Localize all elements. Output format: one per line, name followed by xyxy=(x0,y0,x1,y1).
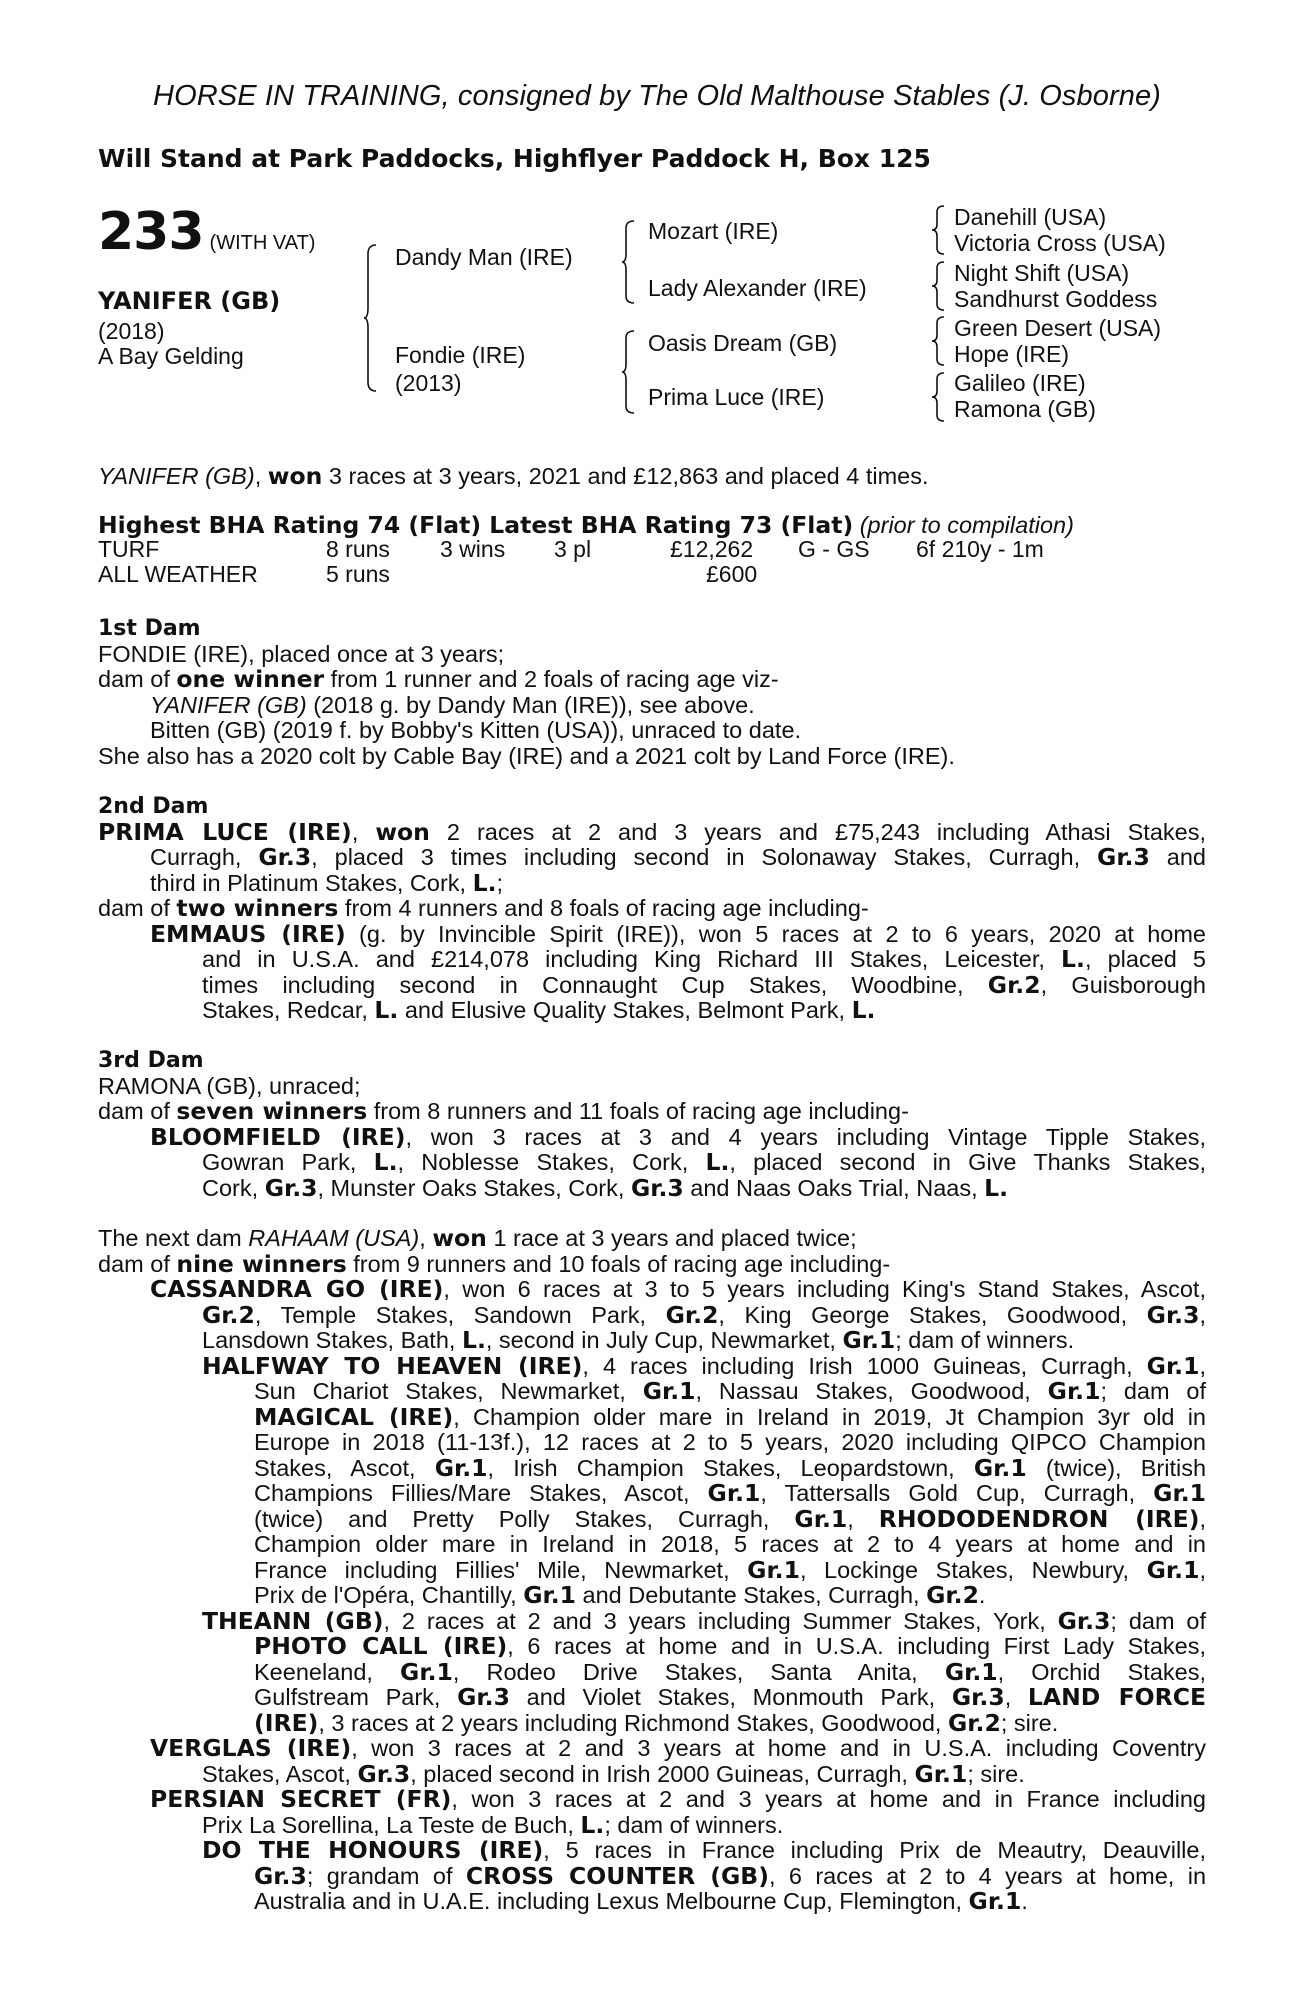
pedigree-g3: Night Shift (USA) xyxy=(954,260,1130,286)
horse-description: A Bay Gelding xyxy=(98,343,244,369)
text-run: and xyxy=(1149,844,1206,870)
pedigree-brace-g4 xyxy=(932,372,946,422)
pedigree-dam: Fondie (IRE) xyxy=(395,342,526,368)
bold-text: L. xyxy=(984,1173,1009,1202)
next-dam-produce xyxy=(98,1889,1206,1915)
text-run: , Nassau Stakes, Goodwood, xyxy=(695,1378,1048,1404)
text-run: ; xyxy=(496,869,504,896)
bold-text: Gr.1 xyxy=(794,1504,848,1533)
pedigree-g2: Victoria Cross (USA) xyxy=(954,230,1166,256)
text-run: , Temple Stakes, Sandown Park, xyxy=(254,1301,666,1328)
second-dam-line xyxy=(98,845,1206,871)
third-dam-produce xyxy=(98,1122,1206,1151)
text-run: Prix de l'Opéra, Chantilly, xyxy=(254,1582,524,1608)
text-run: , Tattersalls Gold Cup, Curragh, xyxy=(760,1480,1154,1506)
text-run: , xyxy=(1199,1352,1206,1379)
pedigree-brace-g2 xyxy=(932,261,946,311)
summary-won: won xyxy=(267,462,323,490)
next-dam-produce xyxy=(98,1402,1206,1431)
next-dam-produce xyxy=(98,1657,1206,1686)
text-run: , won 3 races at 2 and 3 years at home and in France including xyxy=(451,1786,1206,1812)
summary-text: 3 races at 3 years, 2021 and £12,863 and placed 4 times. xyxy=(322,463,929,489)
text-run: , placed 5 xyxy=(1084,946,1206,972)
text-run: Australia and in U.A.E. including Lexus Melbourne Cup, Flemington, xyxy=(254,1888,969,1914)
text-run: , xyxy=(1199,1301,1206,1328)
turf-wins: 3 wins xyxy=(440,536,506,562)
bold-text: L. xyxy=(580,1810,605,1839)
turf-distance: 6f 210y - 1m xyxy=(916,536,1044,562)
bold-text: Gr.1 xyxy=(1047,1377,1101,1405)
bold-text: Gr.1 xyxy=(944,1657,998,1686)
text-run: , won 3 races at 3 and 4 years including Vintage Tipple Stakes, xyxy=(405,1123,1206,1150)
text-run: (twice), British xyxy=(1026,1454,1207,1481)
next-dam-section xyxy=(98,1226,1206,1915)
pedigree-dam-year: (2013) xyxy=(395,370,462,396)
horse-year: (2018) xyxy=(98,318,165,344)
turf-going: G - GS xyxy=(798,536,870,562)
next-dam-produce xyxy=(98,1481,1206,1507)
italic-text: YANIFER (GB) xyxy=(150,691,307,718)
text-run: Stakes, Redcar, xyxy=(202,997,375,1023)
pedigree-dam-sire: Oasis Dream (GB) xyxy=(648,330,838,356)
text-run: Gulfstream Park, xyxy=(254,1684,458,1710)
text-run: Stakes, Ascot, xyxy=(254,1454,435,1481)
bold-text: Gr.1 xyxy=(914,1759,968,1788)
lot-header xyxy=(98,202,315,262)
pedigree-brace-sire xyxy=(622,220,636,304)
next-dam-produce xyxy=(98,1708,1206,1737)
bold-text: Gr.1 xyxy=(523,1581,576,1609)
text-run: , xyxy=(419,1225,433,1251)
text-run: , Orchid Stakes, xyxy=(997,1658,1206,1685)
next-dam-produce xyxy=(98,1759,1206,1788)
text-run: (2018 g. by Dandy Man (IRE)), see above. xyxy=(306,691,755,718)
text-run: Prix La Sorellina, La Teste de Buch, xyxy=(202,1811,581,1838)
text-run: and Elusive Quality Stakes, Belmont Park, xyxy=(398,997,852,1023)
bold-text: DO THE HONOURS (IRE) xyxy=(202,1836,544,1864)
text-run: , 4 races including Irish 1000 Guineas, Curragh, xyxy=(582,1352,1147,1379)
text-run: third in Platinum Stakes, Cork, xyxy=(150,869,473,896)
text-run: from 1 runner and 2 foals of racing age viz- xyxy=(324,666,779,692)
text-run: , King George Stakes, Goodwood, xyxy=(718,1301,1147,1328)
text-run: (twice) and Pretty Polly Stakes, Curragh, xyxy=(254,1505,795,1532)
second-dam-produce xyxy=(98,947,1206,973)
turf-label: TURF xyxy=(98,536,160,562)
bold-text: L. xyxy=(472,868,497,897)
text-run: and Naas Oaks Trial, Naas, xyxy=(683,1174,985,1201)
third-dam-heading: 3rd Dam xyxy=(98,1048,204,1073)
bold-text: LAND FORCE xyxy=(1027,1683,1207,1711)
text-run: from 9 runners and 10 foals of racing age including- xyxy=(346,1250,891,1277)
bold-text: EMMAUS (IRE) xyxy=(150,919,346,948)
text-run: , second in July Cup, Newmarket, xyxy=(485,1327,843,1353)
aw-runs: 5 runs xyxy=(326,561,390,587)
third-dam-produce xyxy=(98,1150,1206,1176)
pedigree-brace-dam xyxy=(622,330,636,414)
text-run: Stakes, Ascot, xyxy=(202,1760,358,1787)
text-run: . xyxy=(978,1582,986,1608)
next-dam-produce xyxy=(98,1606,1207,1635)
next-dam-produce xyxy=(98,1685,1206,1711)
next-dam-produce xyxy=(98,1555,1206,1584)
text-run: Europe in 2018 (11-13f.), 12 races at 2 to 5 years, 2020 including QIPCO Champion xyxy=(254,1429,1206,1455)
bold-text: Gr.2 xyxy=(202,1300,255,1329)
next-dam-produce xyxy=(98,1736,1206,1762)
text-run: Sun Chariot Stakes, Newmarket, xyxy=(254,1378,643,1404)
text-run: , Noblesse Stakes, Cork, xyxy=(397,1149,706,1175)
next-dam-line xyxy=(98,1249,1206,1278)
next-dam-produce xyxy=(98,1351,1206,1380)
text-run: , 2 races at 2 and 3 years including Summer Stakes, York, xyxy=(383,1607,1058,1634)
second-dam-line xyxy=(98,896,1206,922)
turf-runs: 8 runs xyxy=(326,536,390,562)
bold-text: Gr.1 xyxy=(642,1377,696,1405)
next-dam-produce xyxy=(98,1277,1206,1303)
bold-text: Gr.1 xyxy=(968,1887,1022,1915)
text-run: (g. by Invincible Spirit (IRE)), won 5 races at 2 to 6 years, 2020 at home xyxy=(345,920,1206,947)
pedigree-g6: Hope (IRE) xyxy=(954,341,1070,367)
bold-text: L. xyxy=(1061,945,1085,973)
third-dam-line xyxy=(98,1099,1206,1125)
text-run: dam of xyxy=(98,1098,177,1124)
text-run: Lansdown Stakes, Bath, xyxy=(202,1327,462,1353)
bold-text: L. xyxy=(851,996,876,1024)
text-run: ; sire. xyxy=(1000,1709,1059,1736)
next-dam-produce xyxy=(98,1328,1206,1354)
summary-horse: YANIFER (GB) xyxy=(98,463,255,489)
bold-text: Gr.1 xyxy=(1146,1351,1200,1380)
bold-text: THEANN (GB) xyxy=(202,1606,384,1635)
bold-text: Gr.3 xyxy=(264,1173,318,1202)
text-run: , won 3 races at 2 and 3 years at home and in U.S.A. including Coventry xyxy=(351,1735,1207,1761)
bold-text: L. xyxy=(705,1148,730,1176)
bold-text: Gr.2 xyxy=(665,1300,719,1329)
rating-heading xyxy=(98,513,1206,539)
bold-text: L. xyxy=(461,1326,486,1354)
bold-text: Gr.3 xyxy=(1146,1300,1200,1329)
text-run: , Guisborough xyxy=(1040,971,1206,998)
text-run: France including Fillies' Mile, Newmarket, xyxy=(254,1556,748,1583)
text-run: , Rodeo Drive Stakes, Santa Anita, xyxy=(452,1658,945,1685)
bold-text: Gr.3 xyxy=(258,843,312,871)
text-run: , placed 3 times including second in Solonaway Stakes, Curragh, xyxy=(311,844,1098,870)
text-run: and in U.S.A. and £214,078 including King Richard III Stakes, Leicester, xyxy=(202,946,1062,972)
bold-text: Gr.3 xyxy=(630,1173,684,1202)
text-run: , Lockinge Stakes, Newbury, xyxy=(799,1556,1147,1583)
bold-text: Gr.1 xyxy=(1153,1479,1206,1507)
bold-text: one winner xyxy=(176,665,325,693)
text-run: ; sire. xyxy=(967,1760,1025,1787)
text-run: , Irish Champion Stakes, Leopardstown, xyxy=(487,1454,974,1481)
text-run: , xyxy=(847,1505,879,1532)
next-dam-produce xyxy=(98,1300,1206,1329)
pedigree-sire-dam: Lady Alexander (IRE) xyxy=(648,275,867,301)
aw-earnings: £600 xyxy=(706,561,758,587)
turf-placed: 3 pl xyxy=(554,536,592,562)
first-dam-heading: 1st Dam xyxy=(98,616,201,641)
bold-text: Gr.3 xyxy=(951,1683,1005,1711)
bold-text: Gr.1 xyxy=(842,1326,896,1354)
text-run: , won 6 races at 3 to 5 years including King's Stand Stakes, Ascot, xyxy=(443,1276,1206,1302)
second-dam-produce xyxy=(98,970,1206,999)
text-run: , placed second in Irish 2000 Guineas, Curragh, xyxy=(410,1760,915,1787)
bold-text: Gr.1 xyxy=(707,1479,761,1507)
text-run: dam of xyxy=(98,666,177,692)
text-run: ; dam of winners. xyxy=(604,1811,784,1838)
text-run: Curragh, xyxy=(150,844,259,870)
horse-name: YANIFER (GB) xyxy=(98,287,281,315)
text-run: ; dam of winners. xyxy=(895,1327,1075,1353)
pedigree-brace-main xyxy=(364,244,378,392)
bold-text: two winners xyxy=(176,894,339,922)
text-run: , 5 races in France including Prix de Meautry, Deauville, xyxy=(543,1837,1207,1863)
text-run: Cork, xyxy=(202,1174,265,1201)
text-run: , xyxy=(351,818,376,845)
text-run: . xyxy=(1021,1888,1028,1914)
bold-text: PERSIAN SECRET (FR) xyxy=(150,1785,452,1813)
pedigree-g1: Danehill (USA) xyxy=(954,204,1107,230)
italic-text: RAHAAM (USA) xyxy=(248,1225,420,1251)
first-dam-produce-item: Bitten (GB) (2019 f. by Bobby's Kitten (USA)), unraced to date. xyxy=(150,717,802,743)
bold-text: HALFWAY TO HEAVEN (IRE) xyxy=(202,1351,583,1380)
bold-text: Gr.3 xyxy=(357,1759,411,1788)
text-run: Gowran Park, xyxy=(202,1149,374,1175)
bold-text: Gr.3 xyxy=(1057,1606,1111,1635)
pedigree-brace-g3 xyxy=(932,316,946,366)
text-run: dam of xyxy=(98,1250,177,1277)
text-run: from 8 runners and 11 foals of racing age including- xyxy=(367,1098,909,1124)
second-dam-produce xyxy=(98,998,1206,1024)
text-run: times including second in Connaught Cup Stakes, Woodbine, xyxy=(202,971,988,998)
stand-location: Will Stand at Park Paddocks, Highflyer Paddock H, Box 125 xyxy=(98,144,931,173)
rating-note: (prior to compilation) xyxy=(859,512,1074,538)
bold-text: L. xyxy=(374,996,399,1024)
next-dam-produce xyxy=(98,1810,1206,1839)
bold-text: Gr.3 xyxy=(1097,843,1150,871)
third-dam-produce xyxy=(98,1173,1206,1202)
next-dam-produce xyxy=(98,1787,1206,1813)
next-dam-produce xyxy=(98,1504,1206,1533)
bold-text: Gr.2 xyxy=(926,1581,979,1609)
text-run: and Debutante Stakes, Curragh, xyxy=(576,1582,927,1608)
vat-label: (WITH VAT) xyxy=(209,232,316,254)
next-dam-produce xyxy=(98,1532,1206,1558)
bold-text: Gr.2 xyxy=(948,1708,1001,1737)
first-dam-produce-item xyxy=(98,693,1206,719)
text-run: , xyxy=(1199,1505,1206,1532)
rating-title: Highest BHA Rating 74 (Flat) Latest BHA Rating 73 (Flat) xyxy=(98,511,854,539)
pedigree-g7: Galileo (IRE) xyxy=(954,370,1086,396)
next-dam-produce xyxy=(98,1583,1206,1609)
third-dam-line: RAMONA (GB), unraced; xyxy=(98,1072,361,1099)
pedigree-sire: Dandy Man (IRE) xyxy=(395,244,573,270)
bold-text: seven winners xyxy=(176,1097,368,1125)
text-run: from 4 runners and 8 foals of racing age including- xyxy=(338,895,869,921)
bold-text: Gr.3 xyxy=(254,1861,307,1890)
bold-text: L. xyxy=(373,1148,398,1176)
text-run: Keeneland, xyxy=(254,1658,401,1685)
bold-text: CROSS COUNTER (GB) xyxy=(465,1861,769,1890)
turf-earnings: £12,262 xyxy=(670,536,754,562)
text-run: ; dam of xyxy=(1100,1378,1206,1404)
bold-text: RHODODENDRON (IRE) xyxy=(878,1504,1200,1533)
text-run: , placed second in Give Thanks Stakes, xyxy=(729,1149,1206,1175)
next-dam-produce xyxy=(98,1453,1207,1482)
bold-text: Gr.1 xyxy=(973,1453,1027,1482)
text-run: dam of xyxy=(98,895,177,921)
bold-text: Gr.3 xyxy=(457,1683,510,1711)
next-dam-produce xyxy=(98,1379,1206,1405)
bold-text: VERGLAS (IRE) xyxy=(150,1734,352,1762)
text-run: , 6 races at 2 to 4 years at home, in xyxy=(768,1862,1207,1889)
second-dam-produce xyxy=(98,919,1206,948)
next-dam-produce xyxy=(98,1430,1206,1456)
text-run: Champions Fillies/Mare Stakes, Ascot, xyxy=(254,1480,708,1506)
text-run: , xyxy=(1199,1556,1206,1583)
text-run: , Champion older mare in Ireland in 2019, Jt Champion 3yr old in xyxy=(453,1403,1206,1430)
text-run: Champion older mare in Ireland in 2018, 5 races at 2 to 4 years at home and in xyxy=(254,1531,1206,1557)
pedigree-brace-g1 xyxy=(932,205,946,255)
pedigree-sire-sire: Mozart (IRE) xyxy=(648,218,779,244)
text-run: , 6 races at home and in U.S.A. including First Lady Stakes, xyxy=(507,1633,1206,1659)
page-title: HORSE IN TRAINING, consigned by The Old Malthouse Stables (J. Osborne) xyxy=(153,80,1161,112)
bold-text: PRIMA LUCE (IRE) xyxy=(98,817,352,846)
second-dam-section xyxy=(98,794,1206,1024)
bold-text: Gr.2 xyxy=(987,970,1041,999)
bold-text: Gr.1 xyxy=(434,1453,488,1482)
pedigree-dam-dam: Prima Luce (IRE) xyxy=(648,384,825,410)
pedigree-g5: Green Desert (USA) xyxy=(954,315,1162,341)
first-dam-line: She also has a 2020 colt by Cable Bay (IRE) and a 2021 colt by Land Force (IRE). xyxy=(98,742,955,769)
text-run: , 3 races at 2 years including Richmond Stakes, Goodwood, xyxy=(318,1709,948,1736)
second-dam-line xyxy=(98,817,1206,846)
bold-text: won xyxy=(432,1224,487,1252)
text-run: 2 races at 2 and 3 years and £75,243 including Athasi Stakes, xyxy=(429,818,1206,845)
next-dam-produce xyxy=(98,1634,1206,1660)
text-run: ; grandam of xyxy=(306,1862,466,1889)
bold-text: won xyxy=(375,817,430,846)
bold-text: CASSANDRA GO (IRE) xyxy=(150,1275,444,1303)
text-run: The next dam xyxy=(98,1225,249,1251)
bold-text: BLOOMFIELD (IRE) xyxy=(150,1122,406,1151)
pedigree-g4: Sandhurst Goddess xyxy=(954,286,1158,312)
bold-text: nine winners xyxy=(176,1249,347,1278)
next-dam-line xyxy=(98,1226,1206,1252)
next-dam-produce xyxy=(98,1838,1206,1864)
pedigree-g8: Ramona (GB) xyxy=(954,396,1096,422)
text-run: 1 race at 3 years and placed twice; xyxy=(486,1225,857,1251)
text-run: , xyxy=(1004,1684,1028,1710)
bold-text: Gr.1 xyxy=(747,1555,800,1584)
second-dam-heading: 2nd Dam xyxy=(98,794,209,819)
aw-label: ALL WEATHER xyxy=(98,561,258,587)
lot-number: 233 xyxy=(98,202,204,262)
bold-text: MAGICAL (IRE) xyxy=(254,1402,454,1431)
bold-text: Gr.1 xyxy=(1146,1555,1200,1584)
bold-text: Gr.1 xyxy=(400,1657,453,1686)
next-dam-produce xyxy=(98,1861,1207,1890)
text-run: , Munster Oaks Stakes, Cork, xyxy=(317,1174,631,1201)
bold-text: PHOTO CALL (IRE) xyxy=(254,1632,508,1660)
text-run: and Violet Stakes, Monmouth Park, xyxy=(509,1684,952,1710)
bold-text: (IRE) xyxy=(254,1708,319,1737)
first-dam-section xyxy=(98,616,1206,769)
first-dam-line: FONDIE (IRE), placed once at 3 years; xyxy=(98,640,505,667)
first-dam-line xyxy=(98,667,1206,693)
third-dam-section xyxy=(98,1048,1206,1201)
second-dam-line xyxy=(98,868,1206,897)
text-run: ; dam of xyxy=(1110,1607,1207,1634)
race-summary: YANIFER (GB), won 3 races at 3 years, 2021 and £12,863 and placed 4 times. xyxy=(98,462,929,490)
